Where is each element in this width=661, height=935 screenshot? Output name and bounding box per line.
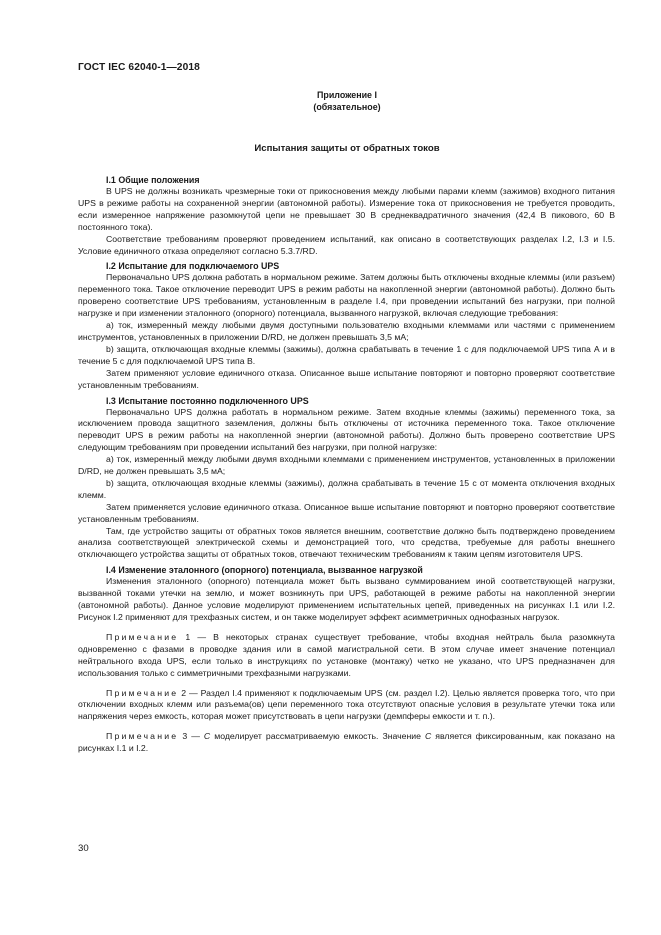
paragraph: В UPS не должны возникать чрезмерные токи от прикосновения между любыми парами клемм (зажимов) входного питания UPS в режиме работы на сохраненной энергии (автономной работы). Измерение тока от прикосновения не требуется проводить, если измеренное напряжение разомкнутой цепи не превышает 30 В среднеквадратичного значения (42,4 В пикового, 60 В постоянного тока). — [78, 186, 615, 232]
paragraph: Первоначально UPS должна работать в нормальном режиме. Затем входные клеммы (зажимы) переменного тока, за исключением провода защитного заземления, должны быть отключены от источника переменного тока. Такое отключение переводит UPS в режим работы на накопленной энергии (автономной работы). Должно быть проверено соответствие UPS следующим требованиям при проведении испытаний без нагрузки, при полной нагрузке: — [78, 406, 615, 453]
paragraph: Затем применяется условие единичного отказа. Описанное выше испытание повторяют и повторно проверяют соответствие установленным требованиям. — [78, 501, 615, 524]
note-label: Примечание — [106, 631, 179, 642]
section-heading: I.4 Изменение эталонного (опорного) потенциала, вызванное нагрузкой — [106, 565, 423, 576]
appendix-label: Приложение I — [317, 90, 377, 100]
note-number: 2 — [181, 687, 187, 698]
paragraph: Изменения эталонного (опорного) потенциала может быть вызвано суммированием иной соответствующей нагрузки, вызванной токами утечки на землю, и может возникнуть при UPS, работающей в режиме работы на накопленной энергии (автономной работы). Данное условие моделируют применением испытательных цепей, приведенных на рисунках I.1 или I.2. Рисунок I.2 применяют для трехфазных систем, и он также моделирует эффект асимметричных однофазных нагрузок. — [78, 576, 615, 622]
list-item: b) защита, отключающая входные клеммы (зажимы), должна срабатывать в течение 1 с для подключаемой UPS типа А и в течение 5 с для подключаемой UPS типа В. — [78, 343, 615, 366]
section-heading: I.2 Испытание для подключаемого UPS — [106, 261, 280, 272]
appendix-status: (обязательное) — [313, 102, 381, 112]
standard-header: ГОСТ IEC 62040-1—2018 — [78, 62, 200, 73]
section-heading: I.1 Общие положения — [106, 175, 200, 185]
capacitance-symbol: C — [203, 731, 211, 742]
note-text: — В некоторых странах существует требование, чтобы входная нейтраль была разомкнута одновременно с фазами в проводке здания или в самой магистральной сети. В этом случае имеет значение потенциал нейтрального входа UPS, если только в инструкциях по установке (монтажу) четко не указано, что UPS предназначен для использования только с симметричными трехфазными нагрузками. — [78, 631, 615, 678]
note-2 — [78, 688, 615, 724]
list-item: а) ток, измеренный между любыми двумя доступными пользователю входными клеммами или частями с применением инструментов, установленных в приложении D/RD, не должен превышать 3,5 мА; — [78, 320, 615, 342]
note-label: Примечание — [106, 687, 179, 698]
paragraph: Первоначально UPS должна работать в нормальном режиме. Затем должны быть отключены входные клеммы (или разъем) переменного тока. Такое отключение переводит UPS в режим работы на накопленной энергии (автономной работы). Должно быть проверено соответствие UPS требованиям, установленным в разделе I.4, при проведении испытаний без нагрузки, при полной нагрузке и при изменении эталонного (опорного) потенциала, вызванного нагрузкой, включая следующие требования: — [78, 272, 615, 319]
note-label: Примечание — [106, 731, 179, 742]
note-text: — Раздел I.4 применяют к подключаемым UPS (см. раздел I.2). Целью является проверка того, что при отключении входных клемм или разъема(ов) цепи переменного тока отсутствуют опасные условия в результате утечки тока или напряжения через емкость, которая может присутствовать в цепи нагрузки (демпферы емкости и т. п.). — [78, 687, 615, 722]
note-1 — [78, 632, 615, 680]
paragraph: Там, где устройство защиты от обратных токов является внешним, соответствие должно быть подтверждено проведением анализа соответствующей электрической схемы и демонстрацией того, что средства, требуемые для работы внешнего отключающего устройства защиты от обратных токов, отвечают техническим требованиям к таким цепям изготовителя UPS. — [78, 525, 615, 560]
note-text-mid: моделирует рассматриваемую емкость. Значение — [210, 731, 425, 742]
note-number: 3 — [182, 731, 188, 742]
note-text-after: является фиксированным, как показано на рисунках I.1 и I.2. — [78, 731, 616, 754]
paragraph: Соответствие требованиям проверяют проведением испытаний, как описано в соответствующих разделах I.2, I.3 и I.5. Условие единичного отказа определяют согласно 5.3.7/RD. — [78, 233, 615, 256]
page-title: Испытания защиты от обратных токов — [254, 143, 440, 154]
note-text-before: — — [191, 731, 204, 742]
page-number: 30 — [78, 843, 89, 854]
note-number: 1 — [185, 631, 191, 642]
paragraph: Затем применяют условие единичного отказа. Описанное выше испытание повторяют и повторно проверяют соответствие установленным требованиям. — [78, 367, 615, 390]
section-heading: I.3 Испытание постоянно подключенного UPS — [106, 395, 309, 406]
capacitance-symbol: C — [425, 731, 432, 742]
list-item: b) защита, отключающая входные клеммы (зажимы), должна срабатывать в течение 15 с от момента отключения входных клемм. — [78, 477, 615, 500]
note-3 — [78, 731, 615, 755]
list-item: а) ток, измеренный между любыми двумя входными клеммами с применением инструментов, установленных в приложении D/RD, не должен превышать 3,5 мА; — [78, 454, 615, 477]
document-body — [78, 174, 615, 755]
